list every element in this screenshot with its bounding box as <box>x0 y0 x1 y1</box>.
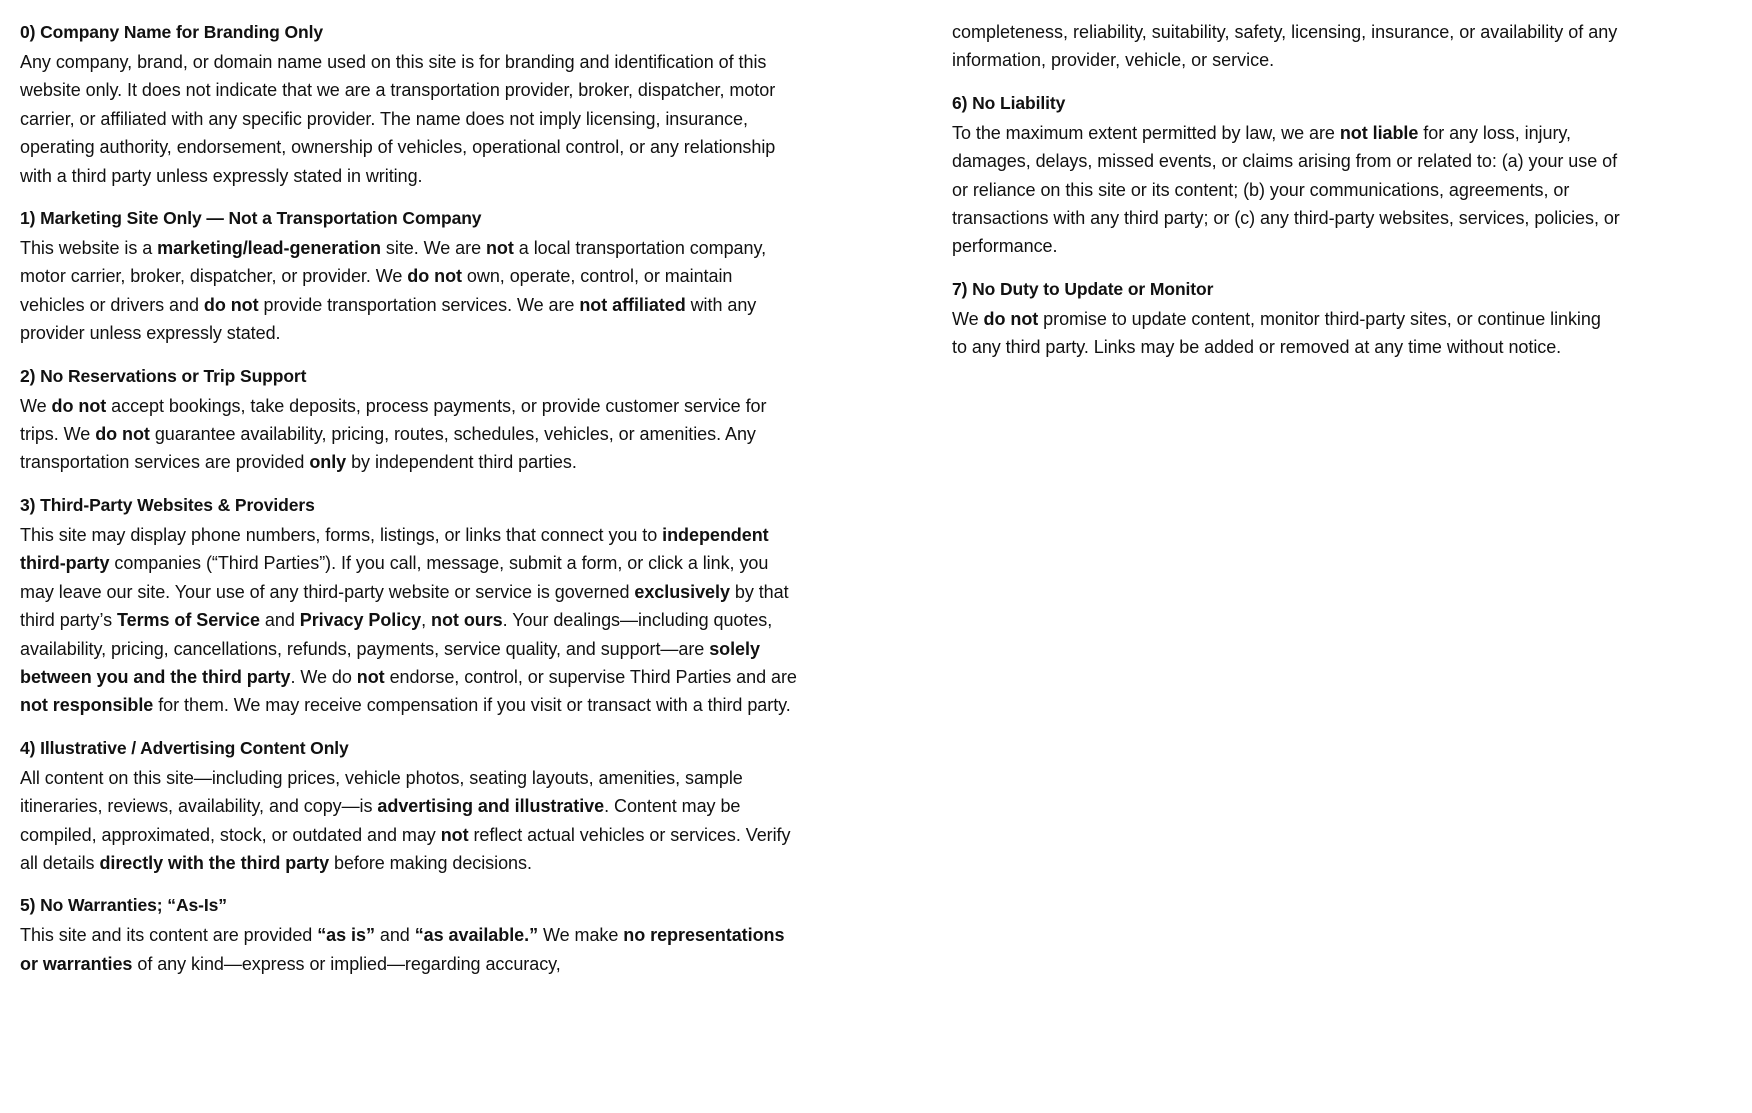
section-marketing-site-only <box>20 204 800 348</box>
left-column <box>0 18 820 988</box>
section-illustrative-advertising <box>20 734 800 878</box>
continued-paragraph: completeness, reliability, suitability, safety, licensing, insurance, or availability of any information, provider, vehicle, or service. <box>952 22 1618 71</box>
section-heading: 1) Marketing Site Only — Not a Transportation Company <box>20 208 482 229</box>
section-no-reservations <box>20 362 800 477</box>
section-paragraph: All content on this site—including prices, vehicle photos, seating layouts, amenities, sample itineraries, reviews, availability, and copy—is advertising and illustrative. Content may be compiled, approximated, stock, or outdated and may not reflect actual vehicles or services. Verify all details directly with the third party before making decisions. <box>20 767 791 873</box>
section-no-warranties <box>20 891 800 978</box>
section-heading: 5) No Warranties; “As-Is” <box>20 895 227 916</box>
two-column-layout <box>0 18 1752 988</box>
section-paragraph: We do not promise to update content, monitor third-party sites, or continue linking to any third party. Links may be added or removed at any time without notice. <box>952 308 1601 358</box>
section-heading: 0) Company Name for Branding Only <box>20 22 323 42</box>
section-third-party-websites <box>20 491 800 720</box>
right-column <box>820 18 1640 372</box>
section-paragraph: This site may display phone numbers, forms, listings, or links that connect you to independent third-party companies (“Third Parties”). If you call, message, submit a form, or click a link, you may leave our site. Your use of any third-party website or service is governed exclusively by that third party’s Terms of Service and Privacy Policy, not ours. Your dealings—including quotes, availability, pricing, cancellations, refunds, payments, service quality, and support—are solely between you and the third party. We do not endorse, control, or supervise Third Parties and are not responsible for them. We may receive compensation if you visit or transact with a third party. <box>20 524 797 716</box>
section-paragraph: This site and its content are provided “as is” and “as available.” We make no representations or warranties of any kind—express or implied—regarding accuracy, <box>20 925 785 974</box>
section-heading: 2) No Reservations or Trip Support <box>20 365 307 386</box>
section-heading: 4) Illustrative / Advertising Content Only <box>20 737 349 758</box>
section-paragraph: This website is a marketing/lead-generation site. We are not a local transportation company, motor carrier, broker, dispatcher, or provider. We do not own, operate, control, or maintain vehicles or drivers and do not provide transportation services. We are not affiliated with any provider unless expressly stated. <box>20 238 767 344</box>
section-heading: 6) No Liability <box>952 92 1066 113</box>
section-paragraph: To the maximum extent permitted by law, we are not liable for any loss, injury, damages, delays, missed events, or claims arising from or related to: (a) your use of or reliance on this site or its content; (b) your communications, agreements, or transactions with any third party; or (c) any third-party websites, services, policies, or performance. <box>952 122 1620 257</box>
section-heading: 3) Third-Party Websites & Providers <box>20 494 315 515</box>
section-paragraph: We do not accept bookings, take deposits, process payments, or provide customer service for trips. We do not guarantee availability, pricing, routes, schedules, vehicles, or amenities. Any transportation services are provided only by independent third parties. <box>20 395 767 473</box>
section-heading: 7) No Duty to Update or Monitor <box>952 278 1214 299</box>
section-no-duty-to-update <box>952 275 1620 362</box>
section-no-liability <box>952 89 1620 261</box>
section-company-name-branding <box>20 18 800 190</box>
section-paragraph: Any company, brand, or domain name used on this site is for branding and identification of this website only. It does not indicate that we are a transportation provider, broker, dispatcher, motor carrier, or affiliated with any specific provider. The name does not imply licensing, insurance, operating authority, endorsement, ownership of vehicles, operational control, or any relationship with a third party unless expressly stated in writing. <box>20 52 776 186</box>
